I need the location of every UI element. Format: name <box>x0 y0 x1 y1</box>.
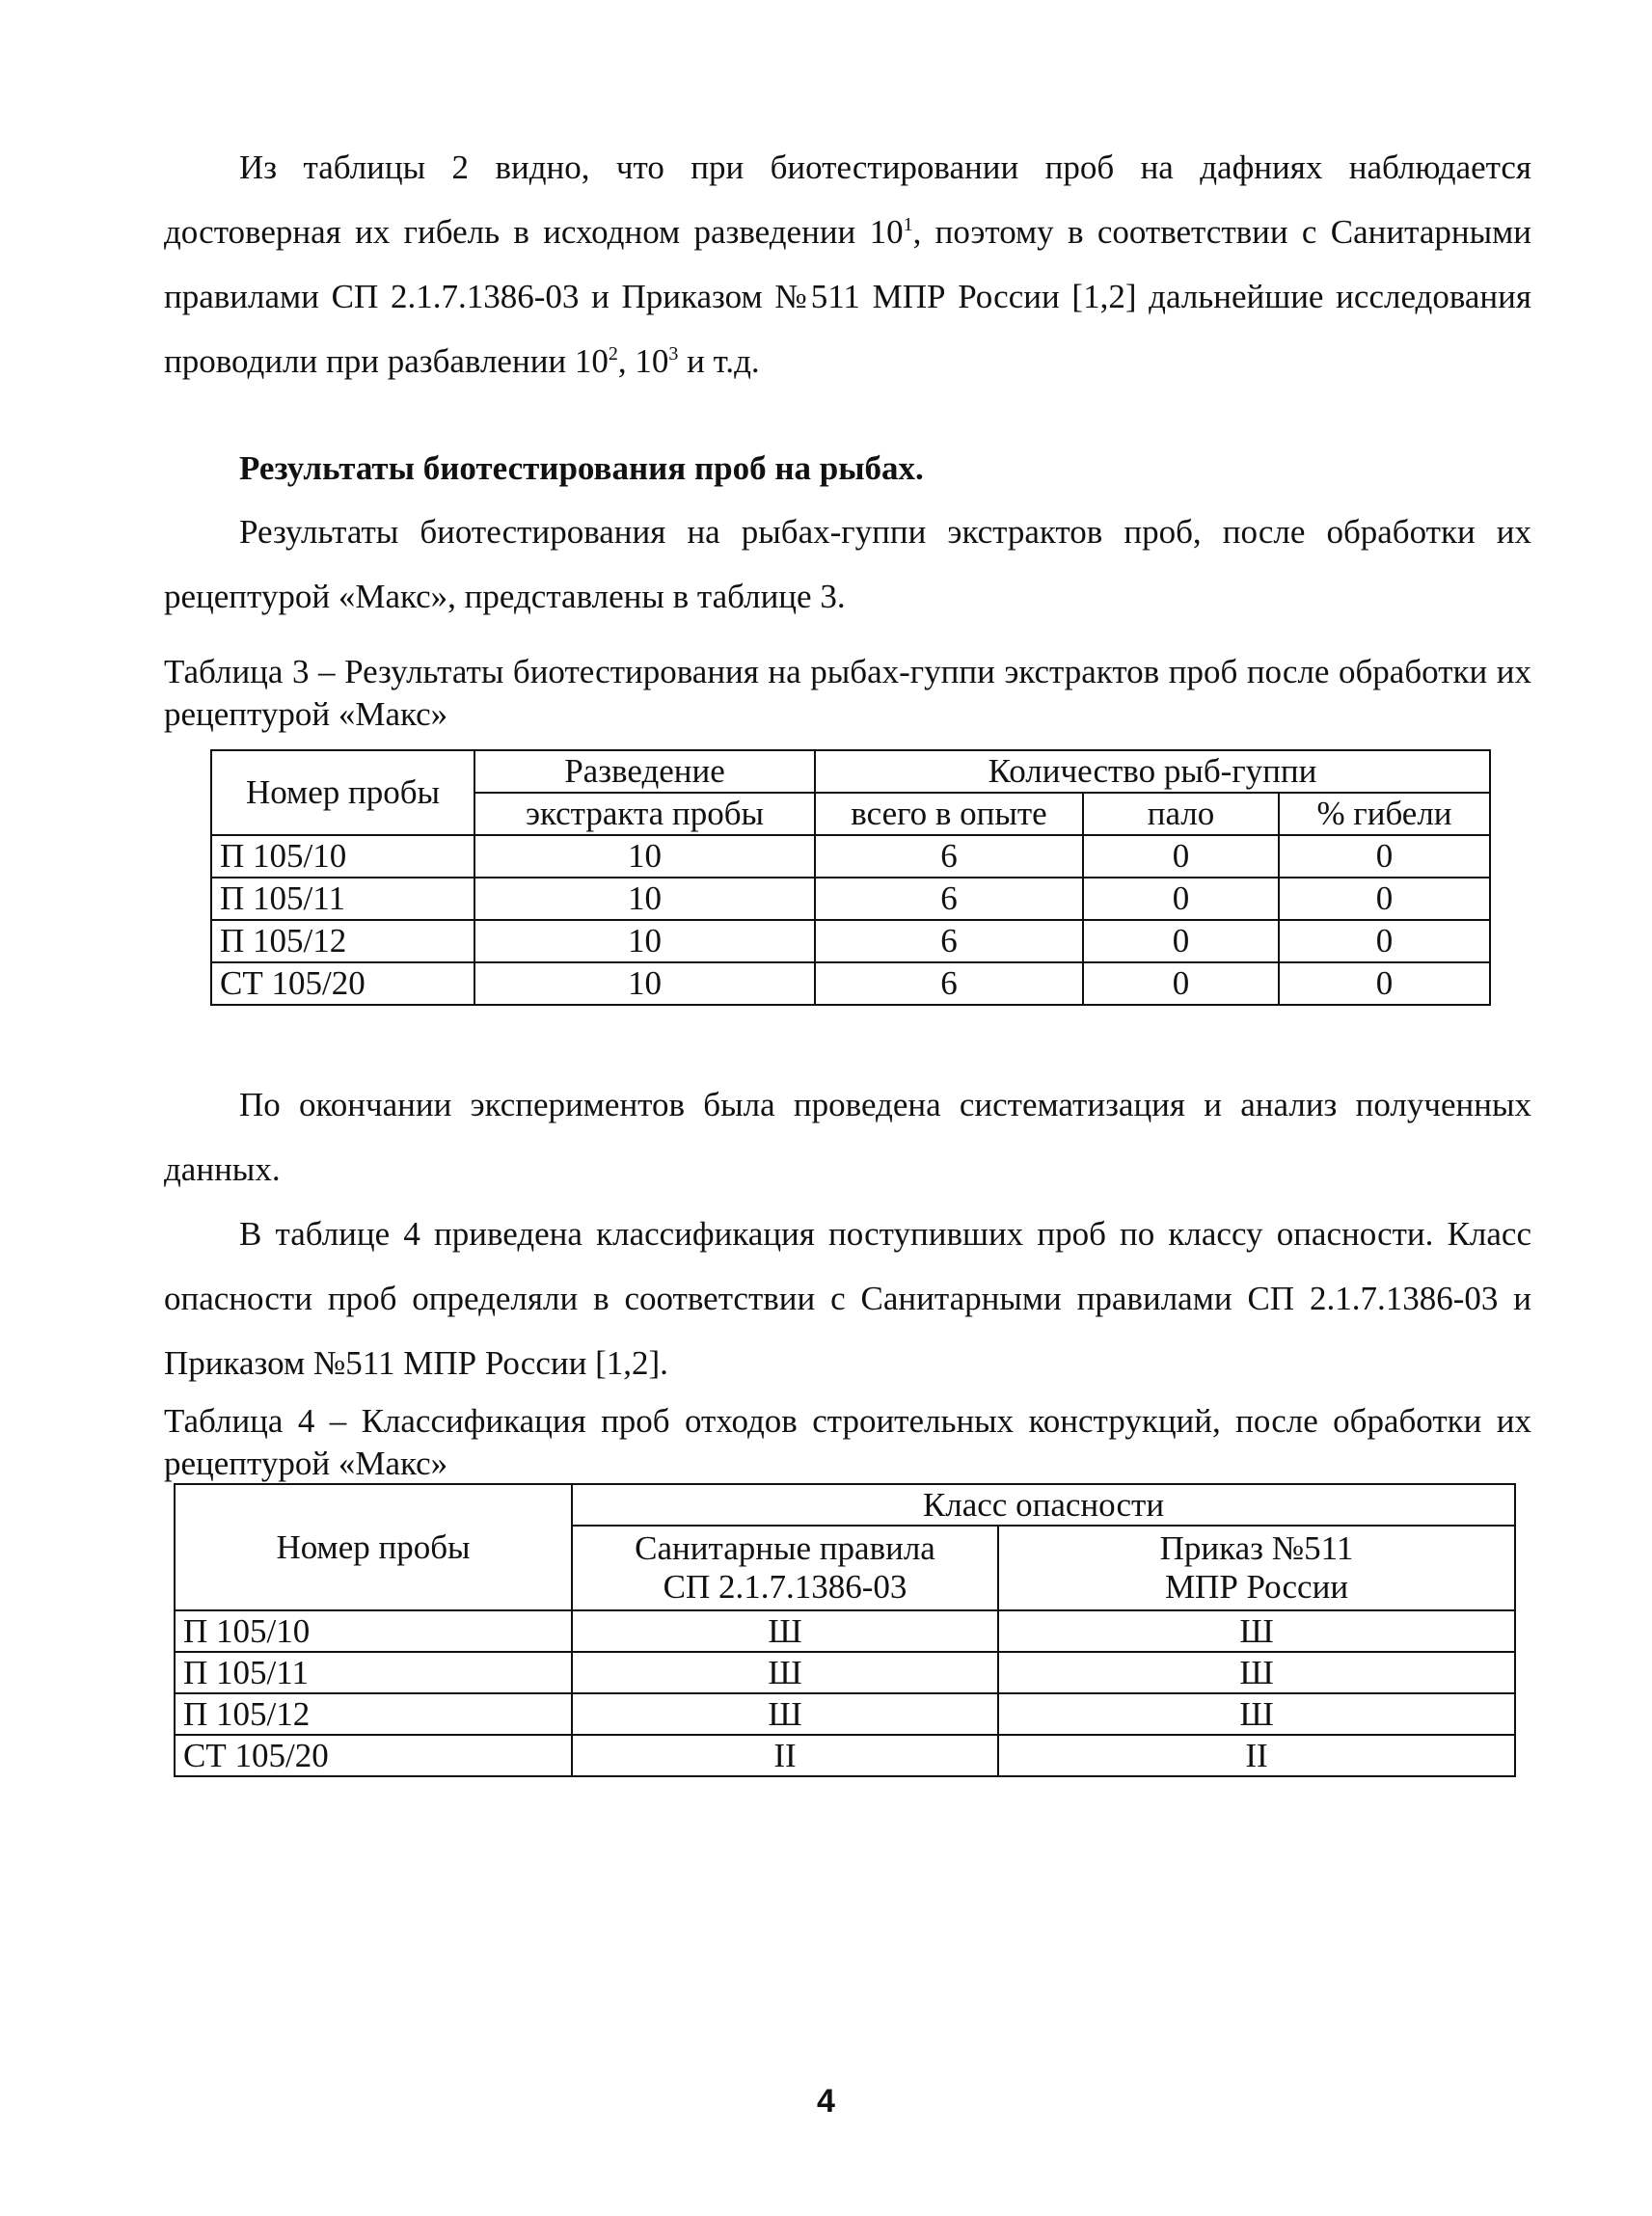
table-row <box>211 962 1490 1005</box>
table-row <box>175 1610 1515 1652</box>
table3-cell-sample: П 105/12 <box>211 920 474 962</box>
intro-text-part2: , поэтому в соответствии с Санитарными правилами СП 2.1.7.1386-03 и Приказом №511 МПР России [1,2] дальнейшие исследования проводили при разбавлении 10 <box>164 213 1531 380</box>
table4-header-order-line2: МПР России <box>1164 1568 1349 1606</box>
table3-cell-dilution: 10 <box>474 878 815 920</box>
table3-header-mortality: % гибели <box>1279 793 1490 835</box>
table4-caption: Таблица 4 – Классификация проб отходов строительных конструкций, после обработки их рецептурой «Макс» <box>164 1402 1531 1482</box>
table4-cell-sample: П 105/12 <box>175 1693 572 1735</box>
table3-cell-died: 0 <box>1083 962 1279 1005</box>
table-row <box>211 920 1490 962</box>
table3-header-dilution-line2: экстракта пробы <box>474 793 815 835</box>
table3-cell-total: 6 <box>815 920 1083 962</box>
table3-caption: Таблица 3 – Результаты биотестирования на рыбах-гуппи экстрактов проб после обработки их рецептурой «Макс» <box>164 653 1531 733</box>
table3-cell-died: 0 <box>1083 835 1279 878</box>
page-number: 4 <box>817 2083 835 2120</box>
table4-cell-sanitary: Ш <box>572 1610 998 1652</box>
table-row <box>211 878 1490 920</box>
section-heading: Результаты биотестирования проб на рыбах. <box>239 449 924 487</box>
table4-cell-sample: П 105/11 <box>175 1652 572 1693</box>
analysis-text: По окончании экспериментов была проведена систематизация и анализ полученных данных. <box>164 1086 1531 1188</box>
table4 <box>174 1483 1516 1777</box>
table4-header-hazard-class: Класс опасности <box>572 1484 1515 1526</box>
table3-cell-mortality: 0 <box>1279 878 1490 920</box>
table4-cell-sample: П 105/10 <box>175 1610 572 1652</box>
table4-cell-sanitary: II <box>572 1735 998 1776</box>
table3-header-died: пало <box>1083 793 1279 835</box>
superscript-1: 1 <box>903 214 913 235</box>
table3-header-row-1 <box>211 750 1490 793</box>
table3-cell-sample: П 105/10 <box>211 835 474 878</box>
table3-cell-total: 6 <box>815 962 1083 1005</box>
table-row <box>175 1693 1515 1735</box>
paragraph-intro <box>164 135 1531 393</box>
intro-text-part4: и т.д. <box>678 342 760 380</box>
superscript-3: 3 <box>668 343 679 365</box>
table3-cell-dilution: 10 <box>474 835 815 878</box>
table4-header-sanitary-line1: Санитарные правила <box>635 1529 935 1567</box>
table3-cell-sample: СТ 105/20 <box>211 962 474 1005</box>
superscript-2: 2 <box>608 343 618 365</box>
paragraph-fish-results <box>164 500 1531 629</box>
table-row <box>211 835 1490 878</box>
table3-cell-died: 0 <box>1083 878 1279 920</box>
table3-cell-mortality: 0 <box>1279 835 1490 878</box>
table3-cell-died: 0 <box>1083 920 1279 962</box>
table4-cell-sample: СТ 105/20 <box>175 1735 572 1776</box>
table4-cell-order: Ш <box>998 1610 1515 1652</box>
table4-header-order <box>998 1526 1515 1610</box>
intro-text-part1: Из таблицы 2 видно, что при биотестировании проб на дафниях наблюдается достоверная их гибель в исходном разведении 10 <box>164 149 1531 251</box>
table3 <box>210 749 1491 1006</box>
table3-header-fish-count: Количество рыб-гуппи <box>815 750 1490 793</box>
table3-header-sample: Номер пробы <box>211 750 474 835</box>
intro-text-part3: , 10 <box>617 342 669 380</box>
table3-cell-dilution: 10 <box>474 962 815 1005</box>
table3-header-total: всего в опыте <box>815 793 1083 835</box>
table3-cell-dilution: 10 <box>474 920 815 962</box>
table4-header-sample: Номер пробы <box>175 1484 572 1610</box>
table3-header-dilution-line1: Разведение <box>474 750 815 793</box>
table4-header-row-1 <box>175 1484 1515 1526</box>
table-row <box>175 1652 1515 1693</box>
fish-results-text: Результаты биотестирования на рыбах-гуппи экстрактов проб, после обработки их рецептурой «Макс», представлены в таблице 3. <box>164 513 1531 615</box>
table3-cell-sample: П 105/11 <box>211 878 474 920</box>
table4-cell-sanitary: Ш <box>572 1652 998 1693</box>
table3-cell-total: 6 <box>815 878 1083 920</box>
table3-cell-total: 6 <box>815 835 1083 878</box>
table4-cell-sanitary: Ш <box>572 1693 998 1735</box>
table4-cell-order: Ш <box>998 1693 1515 1735</box>
table4-header-sanitary <box>572 1526 998 1610</box>
table4-header-order-line1: Приказ №511 <box>1159 1529 1354 1567</box>
paragraph-analysis <box>164 1072 1531 1202</box>
table4-cell-order: II <box>998 1735 1515 1776</box>
table3-cell-mortality: 0 <box>1279 962 1490 1005</box>
table4-header-sanitary-line2: СП 2.1.7.1386-03 <box>663 1568 907 1606</box>
table4-cell-order: Ш <box>998 1652 1515 1693</box>
classification-text: В таблице 4 приведена классификация поступивших проб по классу опасности. Класс опасности проб определяли в соответствии с Санитарными правилами СП 2.1.7.1386-03 и Приказом №511 МПР России [1,2]. <box>164 1215 1531 1382</box>
paragraph-classification <box>164 1202 1531 1395</box>
table3-cell-mortality: 0 <box>1279 920 1490 962</box>
table-row <box>175 1735 1515 1776</box>
